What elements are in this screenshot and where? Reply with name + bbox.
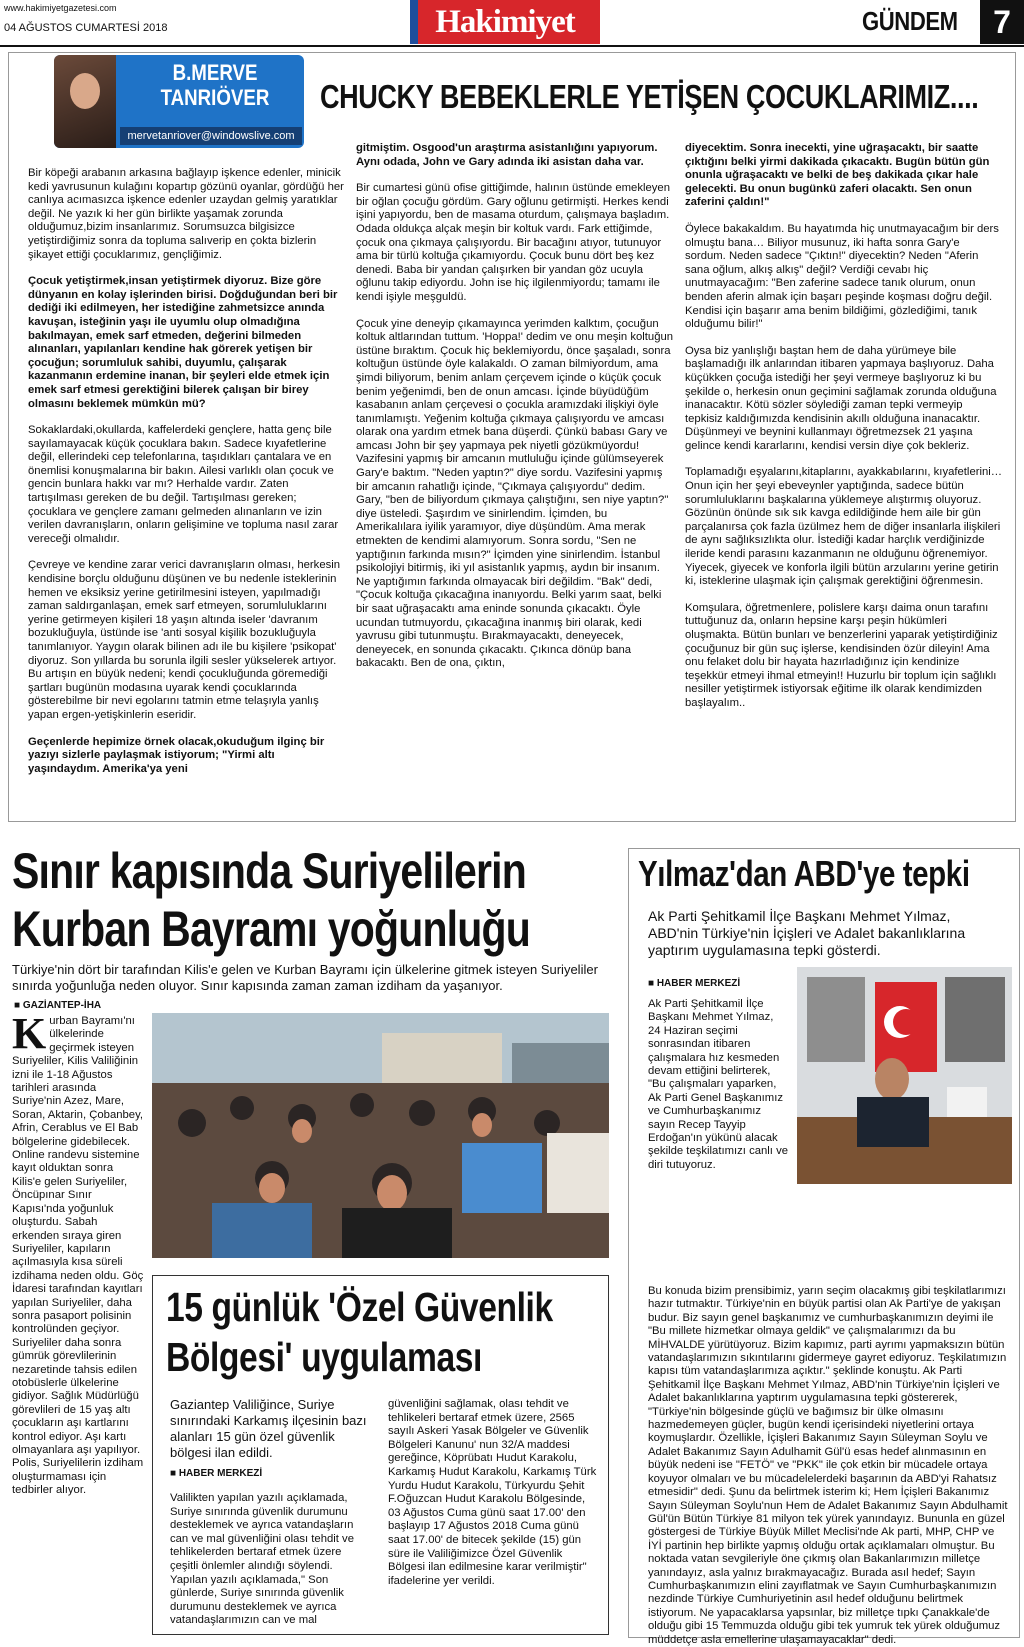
author-email[interactable]: mervetanriover@windowslive.com <box>120 127 302 145</box>
column-paragraph: Bir cumartesi günü ofise gittiğimde, halının üstünde emekleyen bir oğlan çocuğu gördüm. Gary oğlunu getirmişti. Herkes kendi işini yapıyordu, ben de masama oturdum, çalışmaya başladım. Odada oldukça alçak meşin bir koltuk vardı. Fark ettiğimde, çocuk ona çıkmaya çalışıyordu. Bir bacağını atıyor, tutunuyor ama bir türlü koltuğa çıkamıyordu. Çocuk bunu dört beş kez denedi. Baba bir yandan çalışırken bir yandan göz ucuyla oğlunu takip ediyordu. John ise hiç ilgilenmiyordu; tamamı ile kendi işiyle meşguldü. <box>356 182 670 303</box>
column-paragraph: Bir köpeği arabanın arkasına bağlayıp işkence edenler, minicik kedi yavrusunun kulağını kopartıp gözünü oyanlar, gördüğü her canlıya acımasızca işkence edenler uzaydan gelmiş yaratıklar değil. Ne yazık ki her gün birlikte yaşamak zorunda olduğumuz,bizim insanlarımız. Sorumsuzca bilgisizce yetiştirdiğimiz sonra da topluma salıverip en çokta bizlerin şikayet ettiği çocuklarımız, gençliğimiz. <box>28 167 344 261</box>
column-paragraph: Toplamadığı eşyalarını,kitaplarını, ayakkabılarını, kıyafetlerini… Onun için her şeyi ebeveynler yaptığında, sadece bütün sorumluluklarını başkalarına yüklemeye alıştırmış oluyoruz. Gözünün önünde sık sık kavga edildiğinde hem aile bir gün parçalanırsa çok fazla üzülmez hem de diğer insanlarla ilişkileri de aynı sağlıksızlıkta olur. İstediği kadar harçlık verdiğinizde ileride kendi parasını kazanmanın ne olduğunu öğrenemiyor. Yiyecek, giyecek ve konforla ilgili bütün arzularını yerine getirin ki, isteklerine ulaşmak için çalışmak gerektiğini öğrenmesin. <box>685 466 1003 588</box>
page-number: 7 <box>980 0 1024 44</box>
main-body <box>12 1009 144 1498</box>
main-headline: Sınır kapısında Suriyelilerin Kurban Bayramı yoğunluğu <box>12 843 530 957</box>
section-name: GÜNDEM <box>862 6 958 36</box>
column-paragraph: Öylece bakakaldım. Bu hayatımda hiç unutmayacağım bir ders olmuştu bana… Biliyor musunuz, iki hafta sonra Gary'e sordum. Neden sadece "Çıktın!" diyecektin? Neden "Aferin sana oğlum, alkış alkış" değil? Verdiği cevabı hiç unutmayacağım: "Ben zaferine sadece tanık olurum, onun benden aferin almak için başarı peşinde koşması doğru değil. Kendisi için başarır ama benim bildiğimi, gözlediğimi, tanık olduğumu bilir!" <box>685 222 999 331</box>
site-url[interactable]: www.hakimiyetgazetesi.com <box>4 3 117 13</box>
column-paragraph: Çocuk yetiştirmek,insan yetiştirmek diyoruz. Bize göre dünyanın en kolay işlerinden birisi. Doğduğundan beri bir dediği iki edilmeyen, her istediğine zahmetsizce anında kavuşan, isteğinin yaşı ile uyumlu olup olmadığına bakılmayan, emek sarf etmeden, değerini bilmeden alınanları, yapılanları kendine hak görerek yetişen bir çocuğun; sorumluluk sahibi, duyumlu, çalışarak kazanmanın erdemine inanan, bir şeyleri elde etmek için emek sarf etmesi gerektiğini bilerek çalışan bir birey olmasını beklemek mümkün mü? <box>28 275 338 410</box>
security-body-2: güvenliğini sağlamak, olası tehdit ve tehlikeleri bertaraf etmek üzere, 2565 sayılı Askeri Yasak Bölgeler ve Güvenlik Bölgeleri Kanunu' nun 32/A maddesi gereğince, Köprübatı Hudut Karakolu, Karkamış Hudut Karakolu, Karkamış Türk Yurdu Hudut Karakolu, Türkyurdu Şehit F.Oğuzcan Hudut Karakolu Bölgesinde, 03 Ağustos Cuma günü saat 17.00' den başlayıp 17 Ağustos 2018 Cuma günü saat 17.00' de bitecek şekilde (15) gün süre ile Valiliğimizce Özel Güvenlik Bölgesi ilan edilmesine karar verilmiştir" ifadelerine yer verildi. <box>388 1398 597 1587</box>
right-headline: Yılmaz'dan ABD'ye tepki <box>638 853 970 894</box>
column-paragraph: Çevreye ve kendine zarar verici davranışların olması, herkesin kendisine borçlu olduğunu düşünen ve bu nedenle isteklerinin hemen ve eksiksiz yerine getirilmesini isteyen, yapılmadığı zaman saldırganlaşan, emek sarf etmeyen, sorumluluklarını yerine getirmeyen kişileri 18 yaşın altında iseler 'davranım bozukluğuyla, üstünde ise 'anti sosyal kişilik bozukluğuyla tanımlanıyor. Yaygın olarak bilinen adı ile bu kişilere 'psikopat' diyoruz. Son yıllarda bu sorunla ilgili sesler yükselerek artıyor. Bu artışın en büyük nedeni; kendi çocukluğunda göremediği şartları bugünün modasına uyarak kendi çocuklarında gösterebilme bir nevi egolarını tatmin etme telaşıyla yanlış yapan ergen-yetişkinlerin eseridir. <box>28 559 341 721</box>
official-photo <box>797 967 1012 1184</box>
column-text-1 <box>28 167 346 789</box>
right-body-intro-text: Ak Parti Şehitkamil İlçe Başkanı Mehmet Yılmaz, 24 Haziran seçimi sonrasından itibaren çalışmalara hız kesmeden devam ettiğini belirterek, "Bu çalışmaları yaparken, Ak Parti Genel Başkanımız ve Cumhurbaşkanımız sayın Recep Tayyip Erdoğan'ın yükünü alacak şekilde teşkilatımızı canlı ve diri tutuyoruz. <box>648 998 789 1171</box>
right-body-intro <box>648 998 788 1172</box>
drop-cap: K <box>12 1009 47 1058</box>
column-text-2 <box>356 142 674 684</box>
column-paragraph: Çocuk yine deneyip çıkamayınca yerimden kalktım, çocuğun koltuk altlarından tuttum. 'Hoppa!' dedim ve onu meşin koltuğun üstüne bıraktım. Çocuk hiç beklemiyordu, önce şaşaladı, sonra koltuğun üstünde öyle kalakaldı. O zaman bilmiyordum, ama şimdi biliyorum, benim anlam çerçevem içinde o küçük çocuk benim yeğenimdi, ben de onun amcası. İçinde büyüdüğüm kasabanın anlam çerçevesi o çocukla aramızdaki ilişkiyi öyle tanımlamıştı. Yeğenim koltuğa çıkmaya çalışıyordu ve amcası olarak ona yardım etmek bana düşerdi. Çünkü babası Gary ve amcası John bir şey yapmaya pek niyetli gözükmüyordu! Vazifesini yapmış bir amcanın mutluluğu içinde gülümseyerek Gary'e baktım. "Neden yaptın?" diye sordu. Vazifesini yapmış bir amcanın rahatlığı içinde, "Çıkmaya çalışıyordu" dedim. Gary, "ben de biliyordum çıkmaya çalıştığını, sen niye yaptın?" diye üsteledi. Şaşırdım ve sinirlendim. İçimden, bu Amerikalılara iyilik yaramıyor, diye düşündüm. Ama merak etmekten de kendimi alamıyorum. Sonra sordu, "Sen ne yaptığının farkında mısın?" İçimden yine sinirlendim. İstanbul psikolojiyi bitirmiş, iki yıl asistanlık yapmış, aydın bir insanım. Ne yaptığımın farkında olmayacak biri değildim. "Bak" dedi, "Çocuk koltuğa çıkacağına inanıyordu. Belki yarım saat, belki bir saat uğraşacaktı ama eninde sonunda çıkacaktı. Öyle ucundan tutmuyordu, çıkacağına inanmış biri olarak, kedi yavrusu gibi tutunmuştu. Bırakmayacaktı, deneyecek, deneyecek, en sonunda çıkacaktı. Çıkınca dönüp bana bakacaktı. Ben de ona, çıktın, <box>356 317 674 670</box>
column-title: CHUCKY BEBEKLERLE YETİŞEN ÇOCUKLARIMIZ.... <box>320 78 979 115</box>
right-body <box>648 1285 1010 1647</box>
column-text-3 <box>685 142 1003 724</box>
column-paragraph: gitmiştim. Osgood'un araştırma asistanlığını yapıyorum. Aynı odada, John ve Gary adında iki asistan daha var. <box>356 142 658 168</box>
column-paragraph: Sokaklardaki,okullarda, kaffelerdeki gençlere, hatta genç bile sayılamayacak küçük çocuklara bakın. Sadece kıyafetlerine değil, ellerindeki cep telefonlarına, taşıdıkları çantalara ve en önemlisi konuşmalarına bir bakın. Ailesi varlıklı olan çocuk ve gencin bunlara hakkı var mı? Herhalde vardır. Zaten tartışılması gereken de bu değil. Tartışılması gereken; çocuklara ve gençlere zamanı gelmeden alınanların ve izin verilen davranışların, onların gelişimine ve topluma nasıl zarar vereceği olmalıdır. <box>28 424 339 545</box>
security-lead: Gaziantep Valiliğince, Suriye sınırındaki Karkamış ilçesinin bazı alanları 15 gün özel güvenlik bölgesi ilan edildi. <box>170 1397 367 1460</box>
main-deck: Türkiye'nin dört bir tarafından Kilis'e gelen ve Kurban Bayramı için ülkelerine gitmek isteyen Suriyeliler sınırda yoğunluğa neden oluyor. Sınır kapısında zaman zaman izdiham da yaşanıyor. <box>12 962 598 993</box>
right-lead: Ak Parti Şehitkamil İlçe Başkanı Mehmet Yılmaz, ABD'nin Türkiye'nin İçişleri ve Adalet bakanlıklarına yaptırım uygulamasına tepki gösterdi. <box>648 908 966 958</box>
author-name: B.MERVE TANRIÖVER <box>160 60 270 110</box>
main-body-text: urban Bayramı'nı ülkelerinde geçirmek isteyen Suriyeliler, Kilis Valiliğinin izni ile 1-18 Ağustos tarihleri arasında Suriye'nin Azez, Mare, Soran, Aktarin, Çobanbey, Afrin, Cerablus ve El Bab bölgelerine gidebilecek. Online randevu sistemine kayıt olduktan sonra Kilis'e gelen Suriyeliler, Öncüpınar Sınır Kapısı'nda yoğunluk oluşturdu. Sabah erkenden sıraya giren Suriyeliler, kapıların açılmasıyla kısa süreli izdihama neden oldu. Göç İdaresi tarafından kayıtları yapılan Suriyeliler, daha sonra pasaport polisinin kontrolünden geçiyor. Suriyeliler daha sonra gümrük görevlilerinin nezaretinde tahsis edilen otobüslerle ülkelerine gidiyor. Sağlık Müdürlüğü görevlileri de 15 yaş altı çocukların aşı kartlarını kontrol ediyor. Aşı kartı olmayanlara aşı yapılıyor. Polis, Suriyelilerin izdiham oluşturmaması için tedbirler alıyor. <box>12 1015 144 1497</box>
security-body-1: Valilikten yapılan yazılı açıklamada, Suriye sınırında güvenlik durumunu desteklemek ve ayrıca vatandaşların can ve mal güvenliğini olası tehdit ve tehlikelerden bertaraf etmek üzere çeşitli önlemler alındığı söylendi. Yapılan yazılı açıklamada," Son günlerde, Suriye sınırında güvenlik durumunu desteklemek ve ayrıca vatandaşlarımızın can ve mal <box>170 1492 354 1627</box>
column-paragraph: Geçenlerde hepimize örnek olacak,okuduğum ilginç bir yazıyı sizlerle paylaşmak istiyorum; "Yirmi altı yaşındaydım. Amerika'ya yeni <box>28 735 325 775</box>
masthead-divider <box>0 45 1024 47</box>
right-body-text: Bu konuda bizim prensibimiz, yarın seçim olacakmış gibi teşkilatlarımızı hazır tutmaktır. Türkiye'nin en büyük partisi olan Ak Parti'ye de yakışan budur. Biz sayın genel başkanımız ve cumhurbaşkanımızın deyimi ile "Bu millete hizmetkar olmaya geldik" ve çalışmalarımızı da bu MİHVALDE yürütüyoruz. Bizim kapımız, parti ayrımı yapmaksızın bütün vatandaşlarımızın sıkıntılarını gidermeye gayret ediyoruz. Teşkilatımızın kapısı tüm vatandaşlarımıza açıktır." şeklinde konuştu. Ak Parti Şehitkamil İlçe Başkanı Mehmet Yılmaz, ABD'nin Türkiye'nin İçişleri ve Adalet bakanlıklarına yaptırım uygulamasına tepki göstererek, "Türkiye'nin bölgesinde güçlü ve bağımsız bir ülke olmasını hazmedemeyen güçler, bugün kendi içerisindeki niyetlerini ortaya koymuşlardır. Özellikle, İçişleri Bakanımız Sayın Süleyman Soylu ve Adalet Bakanımız Sayın Adulhamit Gül'ü esas hedef alınmasının en büyük nedeni ise "FETÖ" ve "PKK" ile çok etkin bir mücadele ortaya koyuyor olmaları ve bu mücadelelerdeki başarının da ABD'yi Rahatsız etmesidir" dedi. Şunu da belirtmek isterim ki; Hem İçişleri Bakanımız Sayın Süleyman Soylu'nun Hem de Adalet Bakanımız Sayın Abdulhamit Gül'ün Bütün Türkiye 81 milyon tek yürek yanındayız. Bununla en güzel göstergesi de Türkiye Büyük Millet Meclisi'nde Ak parti, MHP, CHP ve İYİ partinin hep birlikte yapmış olduğu ortak açıklamaları olmuştur. Bu noktada vatan sevgileriyle öne çıkmış olan Bakanlarımızın milletçe yanındayız, asla yalnız bırakmayacağız. Burada asıl hedef; Sayın Cumhurbaşkanımızın elini zayıflatmak ve Sayın Cumhurbaşkanımızın nezdinde Türkiye Cumhuriyetinin asıl hedef olduğunu belirtmek istiyorum. Ne yapacaklarsa yapsınlar, biz milletçe tıpkı Çanakkale'de olduğu gibi 15 Temmuzda olduğu gibi tek yumruk tek yürek olduğumuz müddetçe asla emellerine ulaşamayacaklar" dedi. <box>648 1285 1008 1646</box>
issue-date: 04 AĞUSTOS CUMARTESİ 2018 <box>4 22 168 34</box>
main-dateline: ■ GAZİANTEP-İHA <box>14 1000 101 1012</box>
security-dateline: ■ HABER MERKEZİ <box>170 1468 262 1480</box>
right-dateline: ■ HABER MERKEZİ <box>648 978 740 990</box>
column-paragraph: Oysa biz yanlışlığı baştan hem de daha yürümeye bile başlamadığı ilk anlarından itibaren yapmaya başlıyoruz. Daha küçükken çocuğa istediği her şeyi vermeye başlıyoruz ki bu şekilde o, herkesin onun geçimini sağlamak zorunda olduğuna inanacaktır. Kötü sözler söylediği zaman tepki vermeyip tepkisiz kaldığımızda kendisinin akıllı olduğuna inanacaktır. Düşünmeyi ve beynini kullanmayı öğretmezsek 21 yaşına gelince kendi kararlarını, kendisi versin diye çok bekleriz. <box>685 344 997 452</box>
column-paragraph: Komşulara, öğretmenlere, polislere karşı daima onun tarafını tuttuğunuz da, onların hepsine karşı peşin hükümleri oluşmakta. Bütün bunları ve benzerlerini yaparak yetiştirdiğiniz çocuğunuz bir gün suç işlerse, kendisinden özür dileyin! Ama onu felaket dolu bir hayata hazırladığınız için kendinize teşekkür etmeyi ihmal etmeyin!! Huzurlu bir toplum için sağlıklı nesiller yetiştirmek istiyorsak eğitime ilk olarak kendimizden başlayalım.. <box>685 601 998 709</box>
newspaper-logo: Hakimiyet <box>410 0 600 44</box>
border-crowd-photo <box>152 1013 609 1258</box>
masthead <box>0 0 1024 46</box>
security-headline: 15 günlük 'Özel Güvenlik Bölgesi' uygulaması <box>166 1284 553 1380</box>
author-photo <box>54 55 116 148</box>
column-paragraph: diyecektim. Sonra inecekti, yine uğraşacaktı, bir saatte çıktığını belki yirmi dakikada çıkacaktı. Bugün bütün gün onunla uğraşacaktı ve belki de beş dakikada çıkar hale gelecekti. Bu onun bugünkü zaferi olacaktı. Sen onun zaferini çaldın!" <box>685 142 990 209</box>
logo-accent-bar <box>410 0 418 44</box>
